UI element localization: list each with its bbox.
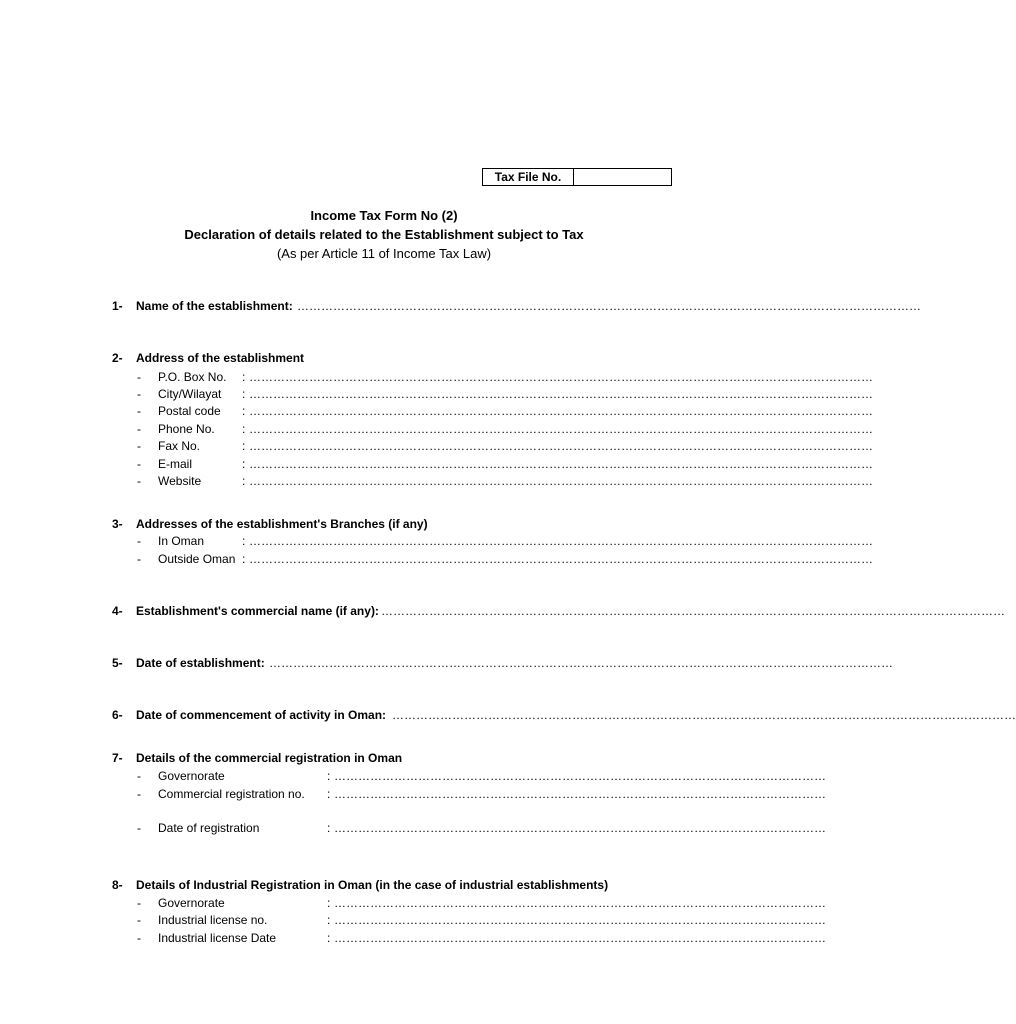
colon: : — [327, 913, 331, 927]
section-label: Details of Industrial Registration in Oman (in the case of industrial establishments) — [136, 878, 609, 892]
cr-number-field[interactable]: …………………………………………………………………………………………………………… — [334, 787, 826, 801]
colon: : — [327, 931, 331, 945]
address-row-pobox — [137, 370, 226, 384]
section-number: 1- — [112, 299, 123, 313]
bullet-dash: - — [137, 457, 141, 471]
colon: : — [242, 474, 246, 488]
ir-license-date-field[interactable]: …………………………………………………………………………………………………………… — [334, 931, 826, 945]
address-row-phone — [137, 422, 215, 436]
bullet-dash: - — [137, 422, 141, 436]
section-number: 2- — [112, 351, 123, 365]
section-1-heading — [112, 299, 293, 313]
branch-outside-field[interactable]: ………………………………………………………………………………………………………………………………………… — [249, 552, 873, 566]
address-row-email — [137, 457, 192, 471]
email-field[interactable]: ………………………………………………………………………………………………………………………………………… — [249, 457, 873, 471]
bullet-dash: - — [137, 769, 141, 783]
colon: : — [242, 422, 246, 436]
bullet-dash: - — [137, 896, 141, 910]
commencement-date-field[interactable]: ………………………………………………………………………………………………………………………………………… — [392, 708, 1016, 722]
establishment-date-field[interactable]: ………………………………………………………………………………………………………………………………………… — [269, 656, 893, 670]
bullet-dash: - — [137, 534, 141, 548]
website-field[interactable]: ………………………………………………………………………………………………………………………………………… — [249, 474, 873, 488]
section-number: 8- — [112, 878, 123, 892]
colon: : — [242, 370, 246, 384]
row-label: Phone No. — [158, 422, 215, 436]
colon: : — [242, 552, 246, 566]
row-label: Date of registration — [158, 821, 260, 835]
form-reference: (As per Article 11 of Income Tax Law) — [276, 246, 492, 261]
phone-field[interactable]: ………………………………………………………………………………………………………………………………………… — [249, 422, 873, 436]
bullet-dash: - — [137, 370, 141, 384]
row-label: Industrial license no. — [158, 913, 268, 927]
tax-file-label: Tax File No. — [483, 169, 574, 185]
branch-row-oman — [137, 534, 204, 548]
form-subtitle: Declaration of details related to the Establishment subject to Tax — [184, 227, 584, 242]
row-label: Website — [158, 474, 202, 488]
colon: : — [327, 821, 331, 835]
branch-row-outside — [137, 552, 235, 566]
section-6-heading — [112, 708, 386, 722]
cr-row-date — [137, 821, 259, 835]
postal-code-field[interactable]: ………………………………………………………………………………………………………………………………………… — [249, 404, 873, 418]
colon: : — [242, 457, 246, 471]
cr-row-number — [137, 787, 305, 801]
row-label: E-mail — [158, 457, 193, 471]
row-label: Fax No. — [158, 439, 201, 453]
row-label: Governorate — [158, 769, 225, 783]
bullet-dash: - — [137, 404, 141, 418]
bullet-dash: - — [137, 474, 141, 488]
colon: : — [327, 769, 331, 783]
fax-field[interactable]: ………………………………………………………………………………………………………………………………………… — [249, 439, 873, 453]
row-label: Commercial registration no. — [158, 787, 305, 801]
bullet-dash: - — [137, 387, 141, 401]
row-label: In Oman — [158, 534, 205, 548]
section-8-heading — [112, 878, 608, 892]
bullet-dash: - — [137, 821, 141, 835]
commercial-name-field[interactable]: ………………………………………………………………………………………………………………………………………… — [381, 604, 1005, 618]
ir-row-license-no — [137, 913, 267, 927]
colon: : — [327, 896, 331, 910]
section-label: Date of establishment: — [136, 656, 265, 670]
colon: : — [242, 534, 246, 548]
cr-row-governorate — [137, 769, 225, 783]
section-label: Date of commencement of activity in Oman: — [136, 708, 387, 722]
section-2-heading — [112, 351, 304, 365]
ir-governorate-field[interactable]: …………………………………………………………………………………………………………… — [334, 896, 826, 910]
tax-file-box — [482, 168, 672, 186]
colon: : — [242, 404, 246, 418]
bullet-dash: - — [137, 931, 141, 945]
bullet-dash: - — [137, 439, 141, 453]
section-label: Details of the commercial registration in Oman — [136, 751, 403, 765]
tax-file-field[interactable] — [574, 169, 671, 185]
establishment-name-field[interactable]: ………………………………………………………………………………………………………………………………………… — [297, 299, 921, 313]
row-label: P.O. Box No. — [158, 370, 227, 384]
ir-row-governorate — [137, 896, 225, 910]
address-row-city — [137, 387, 221, 401]
branch-oman-field[interactable]: ………………………………………………………………………………………………………………………………………… — [249, 534, 873, 548]
city-field[interactable]: ………………………………………………………………………………………………………………………………………… — [249, 387, 873, 401]
section-label: Address of the establishment — [136, 351, 305, 365]
address-row-fax — [137, 439, 200, 453]
section-4-heading — [112, 604, 379, 618]
pobox-field[interactable]: ………………………………………………………………………………………………………………………………………… — [249, 370, 873, 384]
row-label: Industrial license Date — [158, 931, 277, 945]
cr-date-field[interactable]: …………………………………………………………………………………………………………… — [334, 821, 826, 835]
address-row-postal — [137, 404, 221, 418]
section-number: 5- — [112, 656, 123, 670]
colon: : — [242, 439, 246, 453]
ir-row-license-date — [137, 931, 276, 945]
row-label: Postal code — [158, 404, 221, 418]
form-title: Income Tax Form No (2) — [310, 208, 458, 223]
section-5-heading — [112, 656, 265, 670]
section-number: 7- — [112, 751, 123, 765]
row-label: City/Wilayat — [158, 387, 222, 401]
colon: : — [242, 387, 246, 401]
address-row-website — [137, 474, 201, 488]
cr-governorate-field[interactable]: …………………………………………………………………………………………………………… — [334, 769, 826, 783]
bullet-dash: - — [137, 787, 141, 801]
row-label: Outside Oman — [158, 552, 236, 566]
row-label: Governorate — [158, 896, 225, 910]
bullet-dash: - — [137, 552, 141, 566]
section-label: Establishment's commercial name (if any): — [136, 604, 379, 618]
ir-license-no-field[interactable]: …………………………………………………………………………………………………………… — [334, 913, 826, 927]
bullet-dash: - — [137, 913, 141, 927]
section-number: 6- — [112, 708, 123, 722]
section-7-heading — [112, 751, 402, 765]
colon: : — [327, 787, 331, 801]
section-3-heading — [112, 517, 428, 531]
section-number: 3- — [112, 517, 123, 531]
section-label: Addresses of the establishment's Branches (if any) — [136, 517, 428, 531]
section-label: Name of the establishment: — [136, 299, 293, 313]
section-number: 4- — [112, 604, 123, 618]
